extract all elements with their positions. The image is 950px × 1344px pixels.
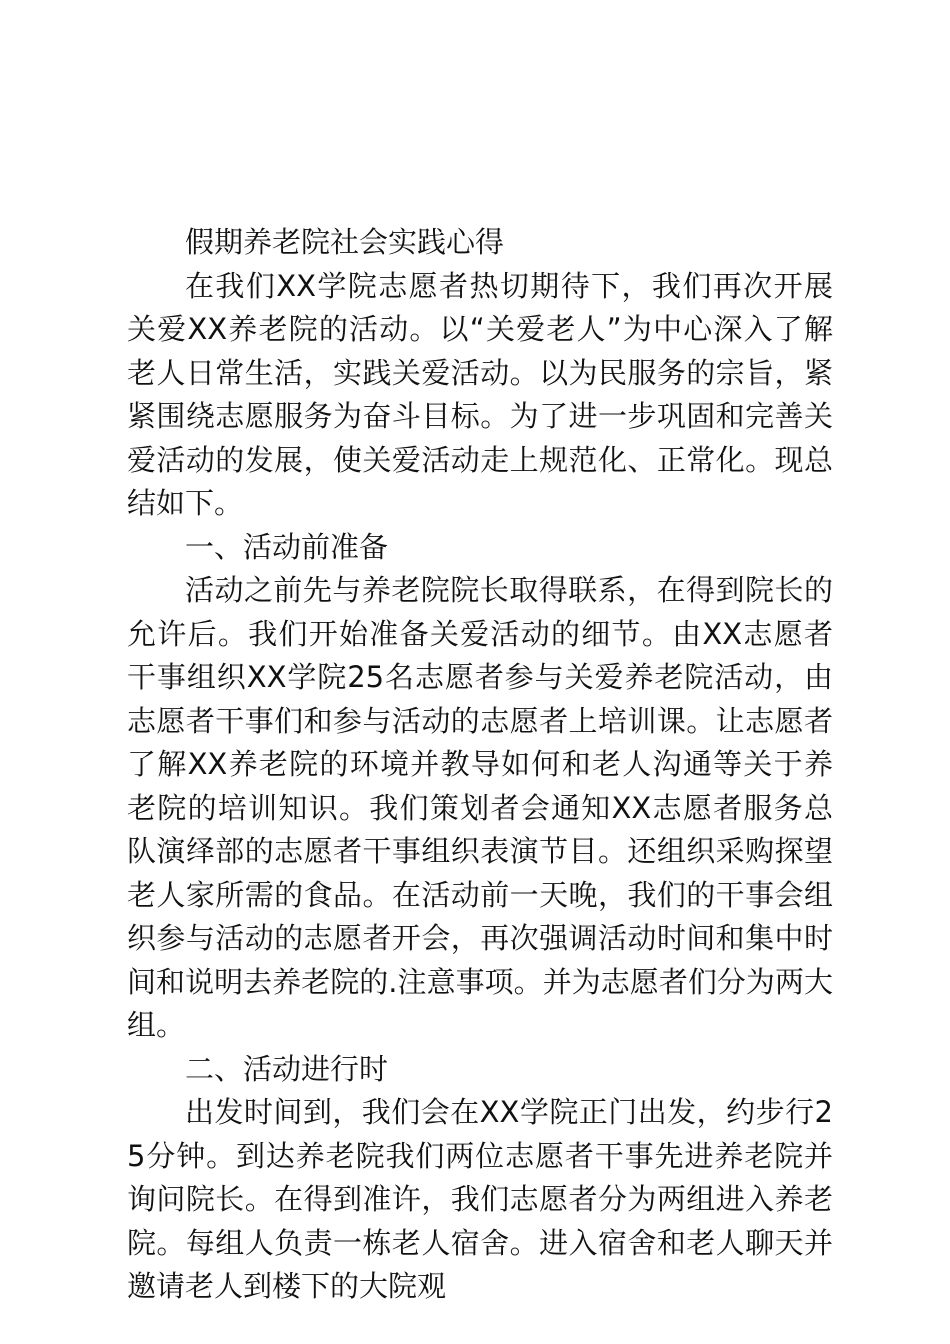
section2-heading: 二、活动进行时 (185, 1051, 389, 1086)
document-title: 假期养老院社会实践心得 (185, 225, 505, 259)
section1-paragraph: 活动之前先与养老院院长取得联系，在得到院长的允许后。我们开始准备关爱活动的细节。由XX志愿者干事组织XX学院25名志愿者参与关爱养老院活动，由志愿者干事们和参与活动的志愿者上培训课。让志愿者了解XX养老院的环境并教导如何和老人沟通等关于养老院的培训知识。我们策划者会通知XX志愿者服务总队演绎部的志愿者干事组织表演节目。还组织采购探望老人家所需的食品。在活动前一天晚，我们的干事会组织参与活动的志愿者开会，再次强调活动时间和集中时间和说明去养老院的.注意事项。并为志愿者们分为两大组。 (127, 573, 833, 1042)
section1-heading: 一、活动前准备 (185, 529, 389, 564)
intro-paragraph: 在我们XX学院志愿者热切期待下，我们再次开展关爱XX养老院的活动。以“关爱老人”为中心深入了解老人日常生活，实践关爱活动。以为民服务的宗旨，紧紧围绕志愿服务为奋斗目标。为了进一步巩固和完善关爱活动的发展，使关爱活动走上规范化、正常化。现总结如下。 (127, 268, 833, 520)
document-body (127, 221, 833, 1309)
section2-paragraph: 出发时间到，我们会在XX学院正门出发，约步行25分钟。到达养老院我们两位志愿者干事先进养老院并询问院长。在得到准许，我们志愿者分为两组进入养老院。每组人负责一栋老人宿舍。进入宿舍和老人聊天并邀请老人到楼下的大院观 (127, 1095, 833, 1303)
